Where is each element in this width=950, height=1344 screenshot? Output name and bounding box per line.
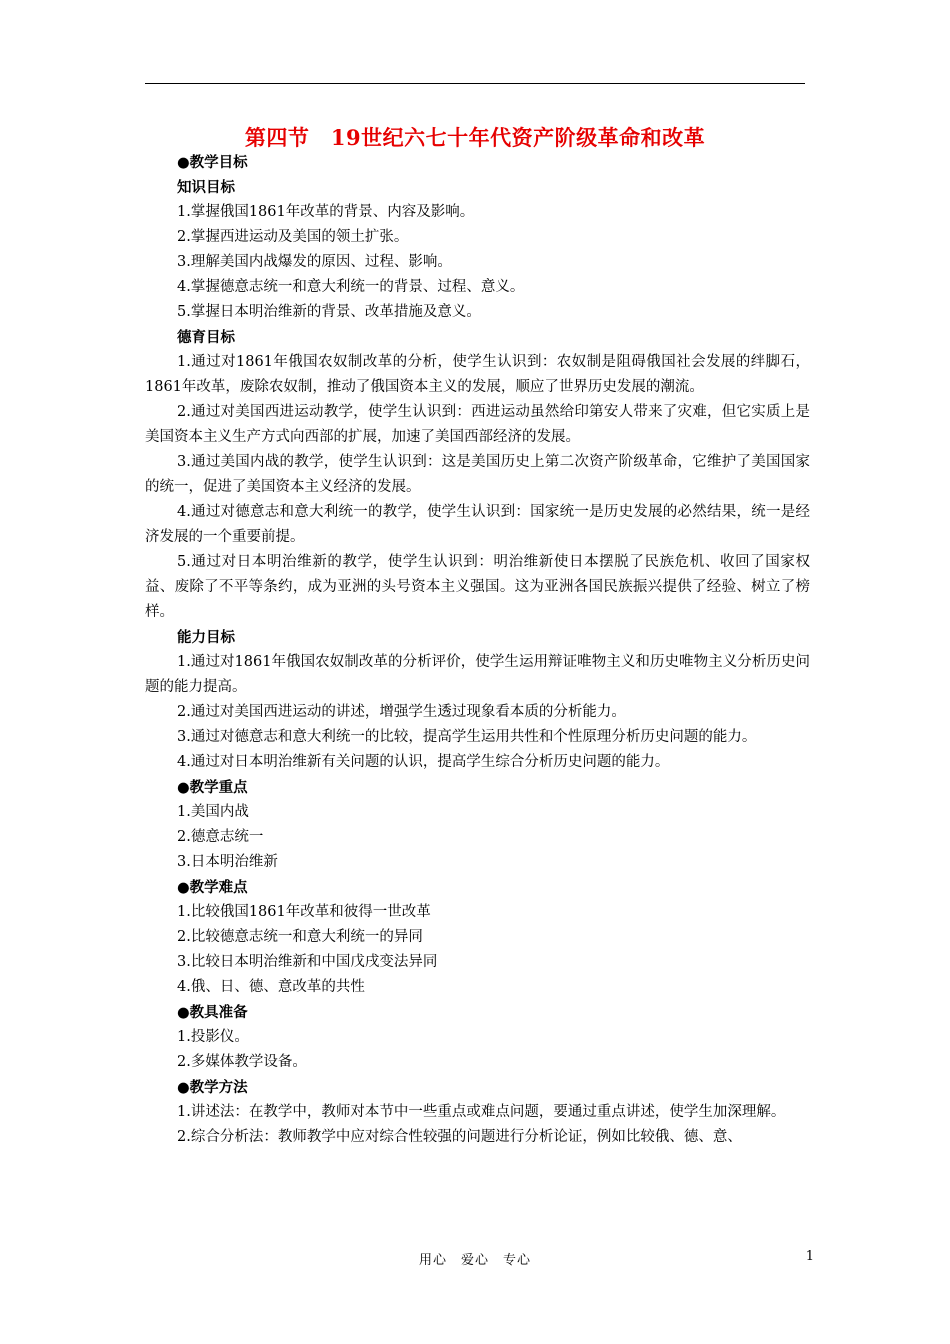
page-number: 1 — [805, 1249, 814, 1264]
list-item: 5.掌握日本明治维新的背景、改革措施及意义。 — [177, 304, 481, 320]
subheading-knowledge: 知识目标 — [177, 179, 235, 196]
paragraph: 5.通过对日本明治维新的教学，使学生认识到：明治维新使日本摆脱了民族危机、收回了国家权益、废除了不平等条约，成为亚洲的头号资本主义强国。这为亚洲各国民族振兴提供了经验、树立了榜样。 — [145, 554, 810, 620]
paragraph: 2.通过对美国西进运动的讲述，增强学生透过现象看本质的分析能力。 — [177, 704, 626, 720]
list-item: 3.比较日本明治维新和中国戊戌变法异同 — [177, 954, 438, 970]
document-title: 第四节 19世纪六七十年代资产阶级革命和改革 — [244, 125, 706, 150]
section-heading-tools: ●教具准备 — [177, 1004, 248, 1021]
subheading-ability: 能力目标 — [177, 629, 235, 646]
list-item: 3.理解美国内战爆发的原因、过程、影响。 — [177, 254, 452, 270]
footer-motto: 用心 爱心 专心 — [418, 1253, 531, 1268]
header-rule — [145, 83, 805, 84]
list-item: 2.掌握西进运动及美国的领土扩张。 — [177, 229, 409, 245]
section-heading-objectives: ●教学目标 — [177, 154, 248, 171]
list-item: 4.俄、日、德、意改革的共性 — [177, 979, 365, 995]
list-item: 3.日本明治维新 — [177, 854, 278, 870]
list-item: 2.德意志统一 — [177, 829, 264, 845]
paragraph: 2.通过对美国西进运动教学，使学生认识到：西进运动虽然给印第安人带来了灾难，但它实质上是美国资本主义生产方式向西部的扩展，加速了美国西部经济的发展。 — [145, 404, 810, 445]
paragraph: 1.通过对1861年俄国农奴制改革的分析，使学生认识到：农奴制是阻碍俄国社会发展的绊脚石，1861年改革，废除农奴制，推动了俄国资本主义的发展，顺应了世界历史发展的潮流。 — [145, 354, 810, 395]
list-item: 4.掌握德意志统一和意大利统一的背景、过程、意义。 — [177, 279, 525, 295]
document-body — [145, 150, 810, 1150]
paragraph: 1.讲述法：在教学中，教师对本节中一些重点或难点问题，要通过重点讲述，使学生加深理解。 — [177, 1104, 786, 1120]
section-heading-key-points: ●教学重点 — [177, 779, 248, 796]
list-item: 1.比较俄国1861年改革和彼得一世改革 — [177, 904, 431, 920]
list-item: 1.掌握俄国1861年改革的背景、内容及影响。 — [177, 204, 475, 220]
paragraph: 3.通过对德意志和意大利统一的比较，提高学生运用共性和个性原理分析历史问题的能力。 — [177, 729, 757, 745]
paragraph: 3.通过美国内战的教学，使学生认识到：这是美国历史上第二次资产阶级革命，它维护了美国国家的统一，促进了美国资本主义经济的发展。 — [145, 454, 810, 495]
section-heading-methods: ●教学方法 — [177, 1079, 248, 1096]
list-item: 2.多媒体教学设备。 — [177, 1054, 307, 1070]
list-item: 1.投影仪。 — [177, 1029, 249, 1045]
list-item: 2.比较德意志统一和意大利统一的异同 — [177, 929, 423, 945]
subheading-moral: 德育目标 — [177, 329, 235, 346]
paragraph: 4.通过对日本明治维新有关问题的认识，提高学生综合分析历史问题的能力。 — [177, 754, 670, 770]
section-heading-difficulties: ●教学难点 — [177, 879, 248, 896]
list-item: 1.美国内战 — [177, 804, 249, 820]
paragraph: 1.通过对1861年俄国农奴制改革的分析评价，使学生运用辩证唯物主义和历史唯物主义分析历史问题的能力提高。 — [145, 654, 810, 695]
paragraph: 2.综合分析法：教师教学中应对综合性较强的问题进行分析论证，例如比较俄、德、意、 — [177, 1129, 742, 1145]
paragraph: 4.通过对德意志和意大利统一的教学，使学生认识到：国家统一是历史发展的必然结果，统一是经济发展的一个重要前提。 — [145, 504, 810, 545]
